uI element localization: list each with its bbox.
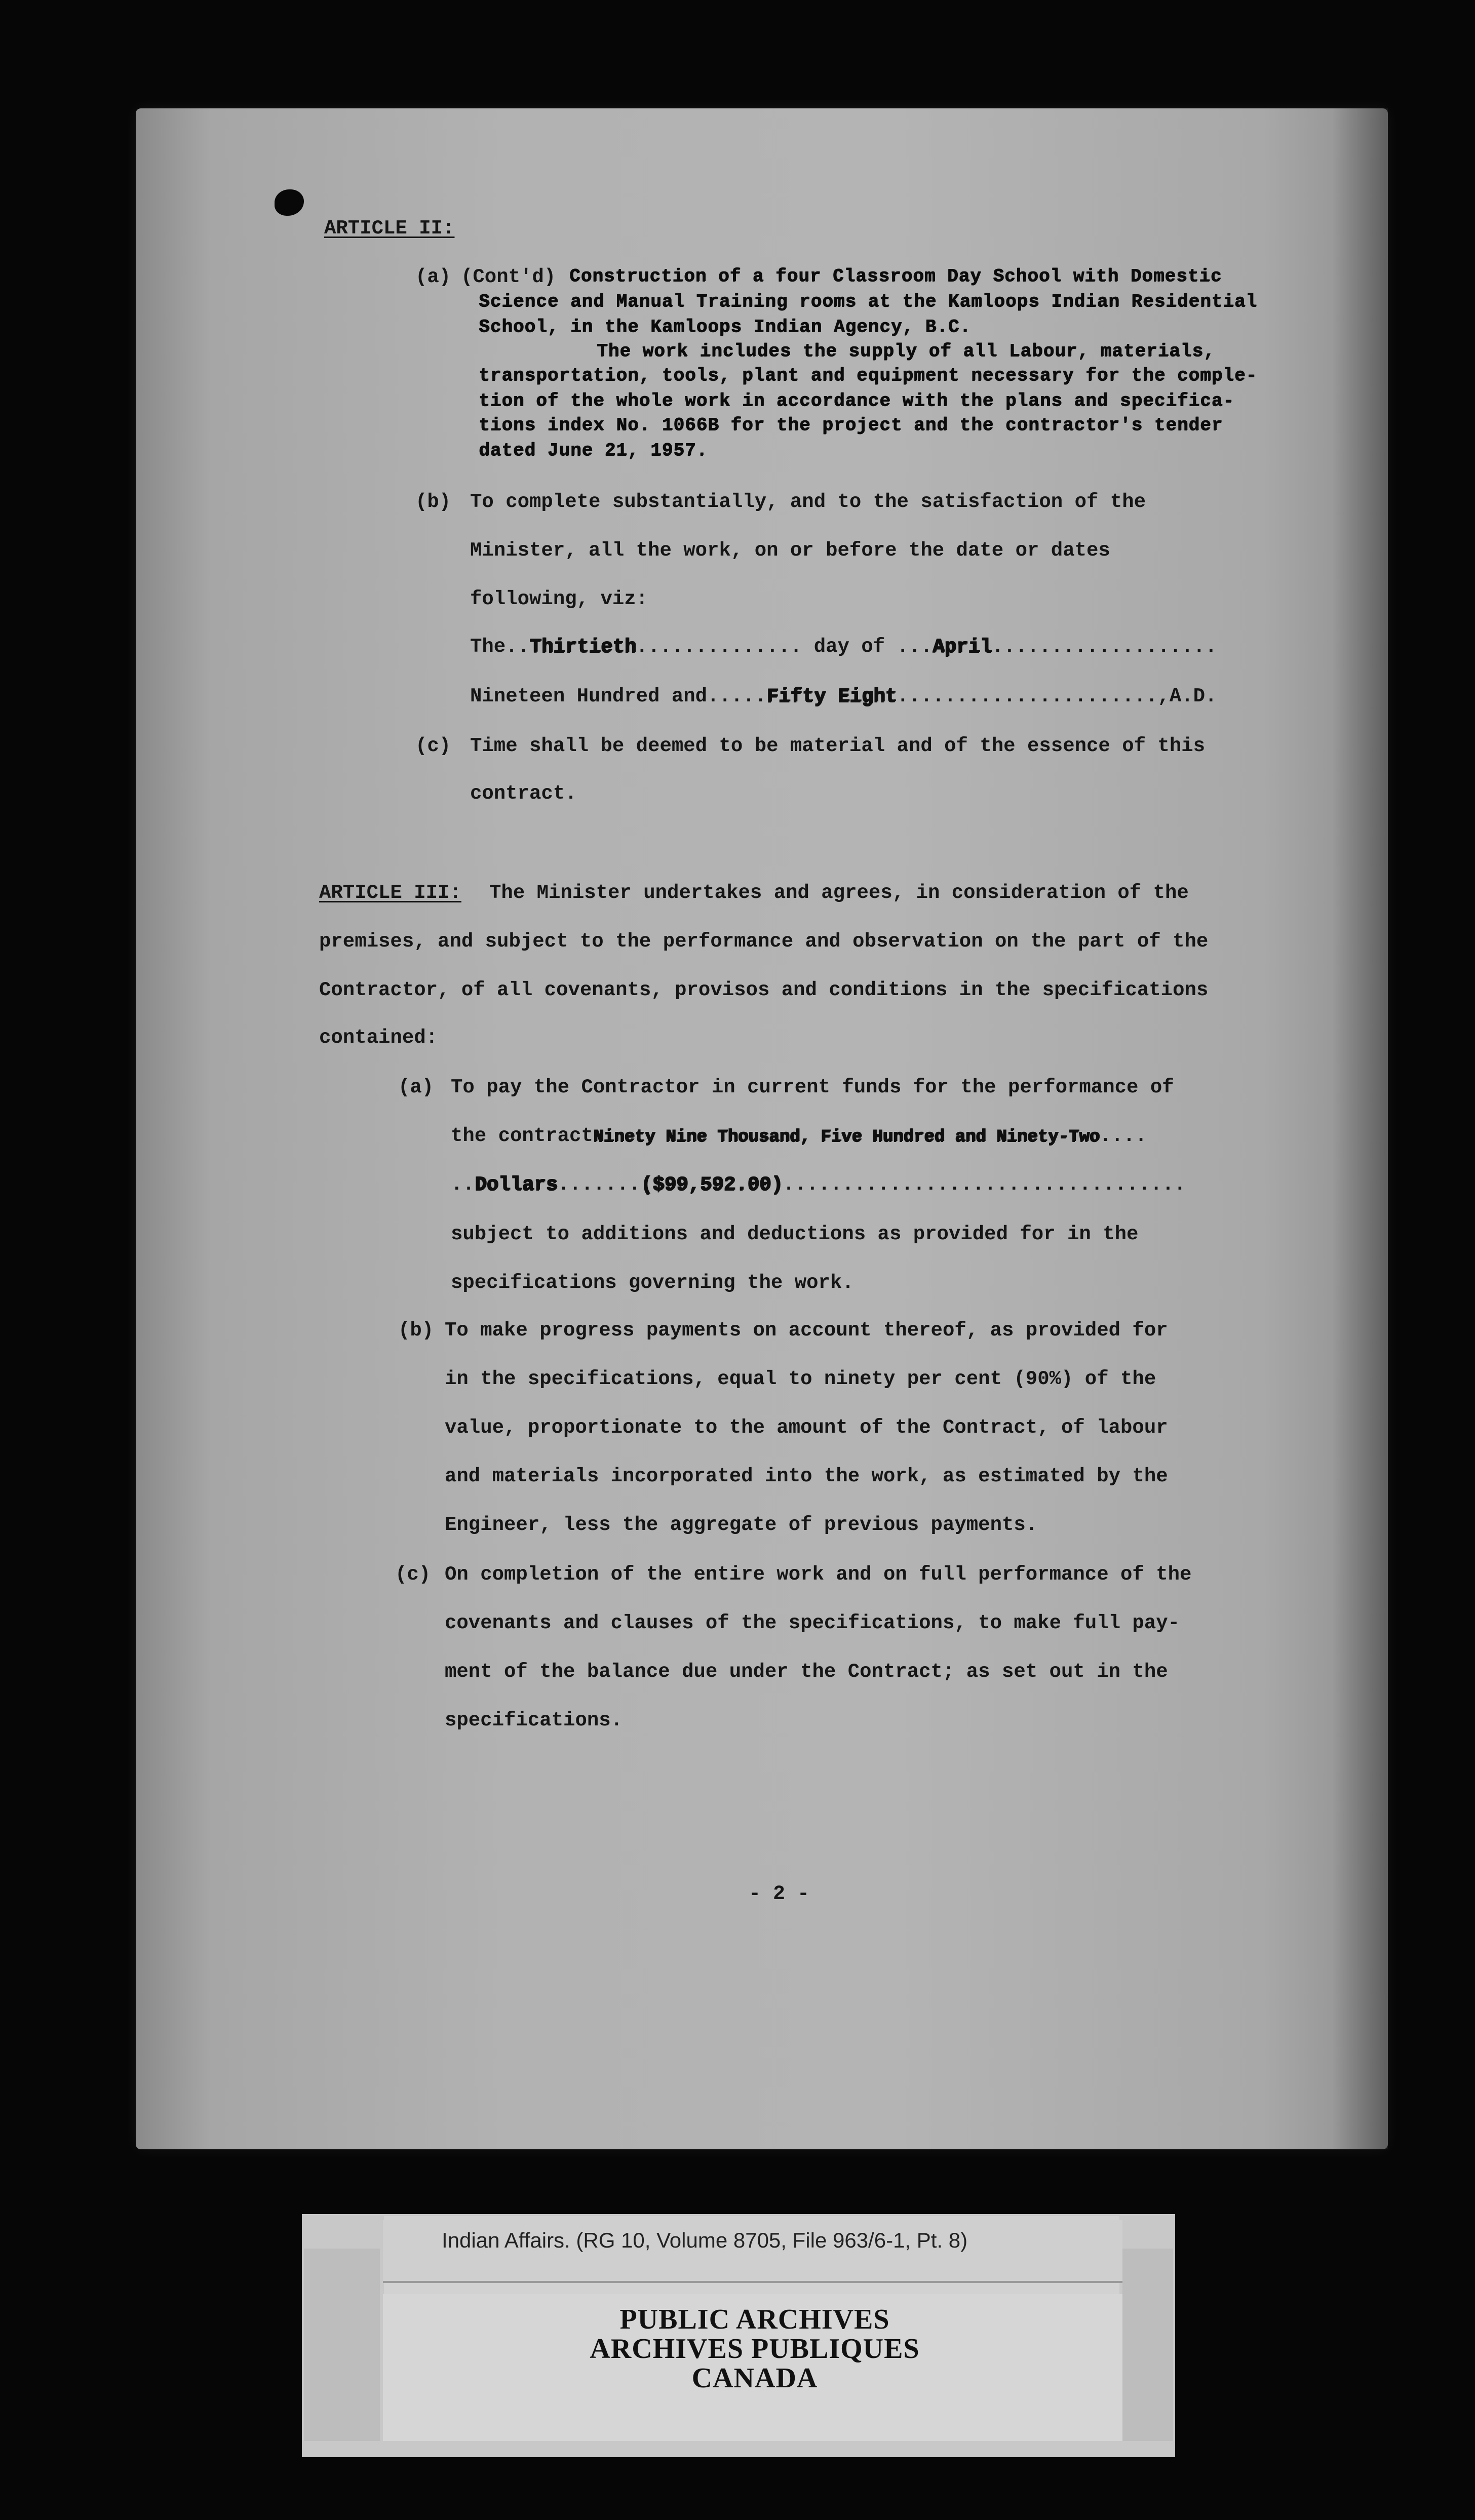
iii-a-line4: subject to additions and deductions as provided for in the bbox=[451, 1223, 1139, 1245]
article-iii-line1: The Minister undertakes and agrees, in consideration of the bbox=[489, 882, 1189, 904]
iii-c-line4: specifications. bbox=[445, 1709, 623, 1731]
archive-citation: Indian Affairs. (RG 10, Volume 8705, File 963/6-1, Pt. 8) bbox=[442, 2228, 968, 2252]
stamp-line-archives-publiques: ARCHIVES PUBLIQUES bbox=[590, 2333, 920, 2365]
page-number: - 2 - bbox=[749, 1883, 810, 1906]
contract-figure-prefix: .. bbox=[451, 1173, 475, 1196]
contract-figure-value: ($99,592.00) bbox=[640, 1173, 783, 1196]
item-b-label: (b) bbox=[415, 491, 451, 513]
item-a-line1: Construction of a four Classroom Day School with Domestic bbox=[569, 266, 1222, 287]
item-b-line3: following, viz: bbox=[470, 588, 648, 610]
iii-c-line2: covenants and clauses of the specifications, to make full pay- bbox=[445, 1612, 1180, 1634]
item-c-label: (c) bbox=[415, 735, 451, 757]
contract-dollars-word: Dollars bbox=[474, 1173, 558, 1196]
date-year-suffix: ......................,A.D. bbox=[897, 685, 1217, 707]
date-day-mid: .............. day of ... bbox=[636, 636, 933, 658]
contract-amount-words: Ninety Nine Thousand, Five Hundred and Ninety-Two bbox=[593, 1127, 1100, 1147]
iii-c-label: (c) bbox=[395, 1563, 431, 1586]
label-tab-right bbox=[1122, 2249, 1173, 2441]
item-a-line8: dated June 21, 1957. bbox=[479, 440, 708, 461]
item-a-label: (a) bbox=[415, 266, 451, 288]
article-iii-line4: contained: bbox=[319, 1027, 438, 1049]
iii-a-line1: To pay the Contractor in current funds for the performance of bbox=[451, 1076, 1174, 1098]
item-c-line1: Time shall be deemed to be material and of the essence of this bbox=[470, 735, 1206, 757]
contract-amount-line bbox=[451, 1126, 1147, 1146]
article-ii-heading: ARTICLE II: bbox=[324, 217, 455, 240]
iii-b-label: (b) bbox=[398, 1319, 434, 1342]
date-month-value: April bbox=[932, 636, 992, 658]
article-iii-line3: Contractor, of all covenants, provisos and conditions in the specifications bbox=[319, 979, 1209, 1001]
item-b-line2: Minister, all the work, on or before the date or dates bbox=[470, 539, 1110, 562]
iii-b-line2: in the specifications, equal to ninety per cent (90%) of the bbox=[445, 1368, 1156, 1390]
date-day-prefix: The.. bbox=[470, 636, 530, 658]
contract-amount-suffix: .... bbox=[1099, 1125, 1147, 1147]
iii-c-line3: ment of the balance due under the Contract; as set out in the bbox=[445, 1661, 1168, 1683]
stamp-line-public-archives: PUBLIC ARCHIVES bbox=[619, 2304, 890, 2335]
date-year-value: Fifty Eight bbox=[766, 685, 897, 707]
item-b-line1: To complete substantially, and to the satisfaction of the bbox=[470, 491, 1146, 513]
iii-b-line1: To make progress payments on account thereof, as provided for bbox=[445, 1319, 1168, 1342]
date-year-prefix: Nineteen Hundred and..... bbox=[470, 685, 767, 707]
iii-c-line1: On completion of the entire work and on full performance of the bbox=[445, 1563, 1192, 1586]
iii-a-line5: specifications governing the work. bbox=[451, 1272, 854, 1294]
item-a-line3: School, in the Kamloops Indian Agency, B.C. bbox=[479, 317, 971, 337]
stamp-line-canada: CANADA bbox=[691, 2362, 818, 2394]
date-day-line bbox=[470, 637, 1217, 657]
item-a-line7: tions index No. 1066B for the project and the contractor's tender bbox=[479, 415, 1223, 436]
date-day-suffix: ................... bbox=[991, 636, 1217, 658]
contract-figure-suffix: .................................. bbox=[783, 1173, 1186, 1196]
iii-a-label: (a) bbox=[398, 1076, 434, 1098]
date-day-value: Thirtieth bbox=[529, 636, 636, 658]
item-c-line2: contract. bbox=[470, 782, 577, 805]
item-a-cont: (Cont'd) bbox=[461, 266, 556, 288]
article-iii-heading: ARTICLE III: bbox=[319, 882, 461, 904]
article-iii-line2: premises, and subject to the performance and observation on the part of the bbox=[319, 930, 1209, 953]
contract-figure-line bbox=[451, 1175, 1186, 1195]
contract-figure-mid: ....... bbox=[557, 1173, 641, 1196]
item-a-line5: transportation, tools, plant and equipment necessary for the comple- bbox=[479, 365, 1258, 386]
iii-b-line4: and materials incorporated into the work, as estimated by the bbox=[445, 1465, 1168, 1487]
item-a-line6: tion of the whole work in accordance with the plans and specifica- bbox=[479, 390, 1234, 411]
iii-b-line5: Engineer, less the aggregate of previous payments. bbox=[445, 1514, 1038, 1536]
label-tab-left bbox=[304, 2249, 380, 2441]
item-a-line2: Science and Manual Training rooms at the Kamloops Indian Residential bbox=[479, 291, 1258, 312]
contract-amount-prefix: the contract bbox=[451, 1125, 593, 1147]
item-a-line4: The work includes the supply of all Labour, materials, bbox=[597, 341, 1215, 362]
date-year-line bbox=[470, 687, 1217, 706]
iii-b-line3: value, proportionate to the amount of the Contract, of labour bbox=[445, 1416, 1168, 1439]
